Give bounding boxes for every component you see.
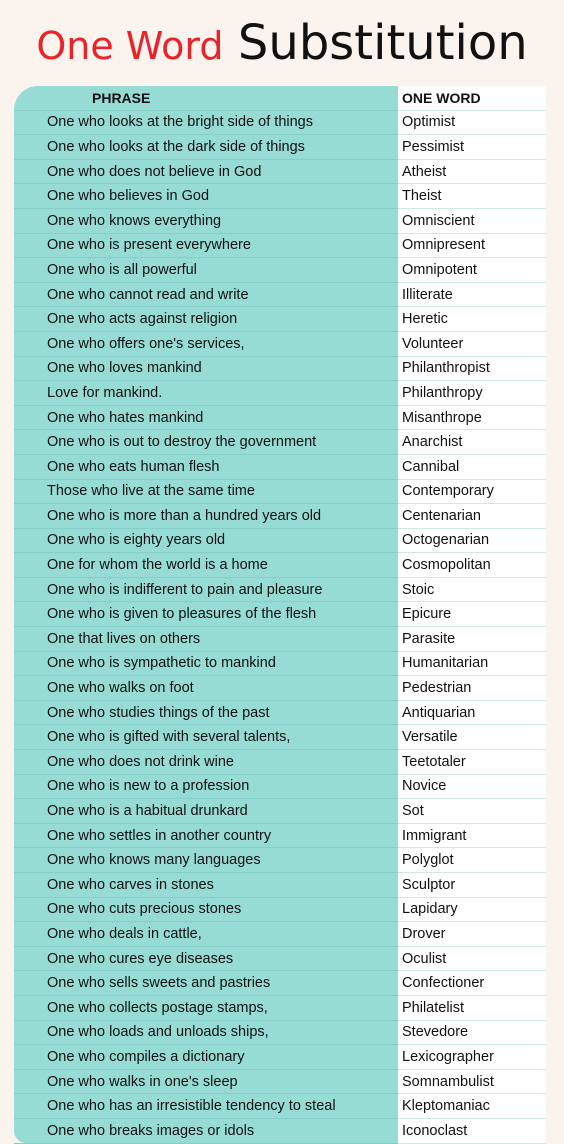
one-word-cell: Kleptomaniac bbox=[398, 1094, 546, 1119]
one-word-cell: Confectioner bbox=[398, 971, 546, 996]
table-row bbox=[14, 946, 546, 971]
one-word-cell: Epicure bbox=[398, 602, 546, 627]
table-row bbox=[14, 331, 546, 356]
phrase-cell: One who hates mankind bbox=[14, 405, 398, 430]
phrase-cell: Love for mankind. bbox=[14, 381, 398, 406]
page-title bbox=[0, 12, 564, 74]
one-word-cell: Somnambulist bbox=[398, 1069, 546, 1094]
one-word-cell: Omnipresent bbox=[398, 233, 546, 258]
one-word-cell: Drover bbox=[398, 922, 546, 947]
one-word-cell: Misanthrope bbox=[398, 405, 546, 430]
phrase-column-header: PHRASE bbox=[14, 86, 398, 110]
one-word-cell: Anarchist bbox=[398, 430, 546, 455]
table-row bbox=[14, 577, 546, 602]
table-row bbox=[14, 1069, 546, 1094]
phrase-cell: One who has an irresistible tendency to steal bbox=[14, 1094, 398, 1119]
table-row bbox=[14, 356, 546, 381]
one-word-cell: Pessimist bbox=[398, 135, 546, 160]
table-row bbox=[14, 873, 546, 898]
phrase-cell: One who knows everything bbox=[14, 208, 398, 233]
one-word-cell: Polyglot bbox=[398, 848, 546, 873]
title-part-2: Substitution bbox=[237, 15, 528, 71]
phrase-cell: One who breaks images or idols bbox=[14, 1118, 398, 1143]
phrase-cell: One who is indifferent to pain and pleasure bbox=[14, 577, 398, 602]
phrase-cell: One who is present everywhere bbox=[14, 233, 398, 258]
table-row bbox=[14, 553, 546, 578]
phrase-cell: One who knows many languages bbox=[14, 848, 398, 873]
phrase-cell: One who is more than a hundred years old bbox=[14, 504, 398, 529]
phrase-cell: One that lives on others bbox=[14, 627, 398, 652]
one-word-cell: Illiterate bbox=[398, 282, 546, 307]
table-row bbox=[14, 848, 546, 873]
one-word-cell: Stevedore bbox=[398, 1020, 546, 1045]
one-word-cell: Omniscient bbox=[398, 208, 546, 233]
one-word-cell: Centenarian bbox=[398, 504, 546, 529]
phrase-cell: One who acts against religion bbox=[14, 307, 398, 332]
table-row bbox=[14, 774, 546, 799]
phrase-cell: One who is out to destroy the government bbox=[14, 430, 398, 455]
table-row bbox=[14, 159, 546, 184]
phrase-cell: One who compiles a dictionary bbox=[14, 1045, 398, 1070]
phrase-cell: One who is given to pleasures of the flesh bbox=[14, 602, 398, 627]
phrase-cell: One who offers one's services, bbox=[14, 331, 398, 356]
phrase-cell: One who sells sweets and pastries bbox=[14, 971, 398, 996]
one-word-cell: Theist bbox=[398, 184, 546, 209]
substitution-table-container bbox=[14, 86, 546, 1144]
table-row bbox=[14, 971, 546, 996]
one-word-cell: Optimist bbox=[398, 110, 546, 135]
table-row bbox=[14, 430, 546, 455]
phrase-cell: One who does not drink wine bbox=[14, 750, 398, 775]
one-word-cell: Philanthropy bbox=[398, 381, 546, 406]
table-row bbox=[14, 1045, 546, 1070]
one-word-cell: Immigrant bbox=[398, 823, 546, 848]
title-part-1: One Word bbox=[36, 24, 224, 68]
one-word-cell: Iconoclast bbox=[398, 1118, 546, 1143]
phrase-cell: One who looks at the dark side of things bbox=[14, 135, 398, 160]
one-word-cell: Teetotaler bbox=[398, 750, 546, 775]
one-word-cell: Heretic bbox=[398, 307, 546, 332]
table-row bbox=[14, 1118, 546, 1143]
one-word-cell: Lexicographer bbox=[398, 1045, 546, 1070]
phrase-cell: One who cures eye diseases bbox=[14, 946, 398, 971]
one-word-cell: Omnipotent bbox=[398, 258, 546, 283]
phrase-cell: One who believes in God bbox=[14, 184, 398, 209]
phrase-cell: One who cuts precious stones bbox=[14, 897, 398, 922]
phrase-cell: One for whom the world is a home bbox=[14, 553, 398, 578]
table-row bbox=[14, 504, 546, 529]
table-row bbox=[14, 922, 546, 947]
table-row bbox=[14, 110, 546, 135]
table-row bbox=[14, 208, 546, 233]
one-word-cell: Novice bbox=[398, 774, 546, 799]
phrase-cell: One who settles in another country bbox=[14, 823, 398, 848]
phrase-cell: Those who live at the same time bbox=[14, 479, 398, 504]
table-row bbox=[14, 995, 546, 1020]
table-row bbox=[14, 405, 546, 430]
table-body bbox=[14, 110, 546, 1143]
one-word-cell: Atheist bbox=[398, 159, 546, 184]
table-header-row bbox=[14, 86, 546, 110]
table-row bbox=[14, 307, 546, 332]
phrase-cell: One who looks at the bright side of things bbox=[14, 110, 398, 135]
table-row bbox=[14, 479, 546, 504]
one-word-cell: Sculptor bbox=[398, 873, 546, 898]
phrase-cell: One who walks in one's sleep bbox=[14, 1069, 398, 1094]
table-row bbox=[14, 528, 546, 553]
phrase-cell: One who is sympathetic to mankind bbox=[14, 651, 398, 676]
word-column-header: ONE WORD bbox=[398, 86, 546, 110]
one-word-cell: Antiquarian bbox=[398, 700, 546, 725]
table-row bbox=[14, 750, 546, 775]
table-row bbox=[14, 233, 546, 258]
one-word-cell: Volunteer bbox=[398, 331, 546, 356]
phrase-cell: One who collects postage stamps, bbox=[14, 995, 398, 1020]
substitution-table bbox=[14, 86, 546, 1144]
phrase-cell: One who is gifted with several talents, bbox=[14, 725, 398, 750]
one-word-cell: Octogenarian bbox=[398, 528, 546, 553]
phrase-cell: One who loads and unloads ships, bbox=[14, 1020, 398, 1045]
one-word-cell: Philanthropist bbox=[398, 356, 546, 381]
one-word-cell: Stoic bbox=[398, 577, 546, 602]
table-row bbox=[14, 602, 546, 627]
table-row bbox=[14, 258, 546, 283]
phrase-cell: One who loves mankind bbox=[14, 356, 398, 381]
one-word-cell: Cosmopolitan bbox=[398, 553, 546, 578]
phrase-cell: One who cannot read and write bbox=[14, 282, 398, 307]
phrase-cell: One who studies things of the past bbox=[14, 700, 398, 725]
one-word-cell: Lapidary bbox=[398, 897, 546, 922]
table-row bbox=[14, 381, 546, 406]
table-row bbox=[14, 627, 546, 652]
one-word-cell: Pedestrian bbox=[398, 676, 546, 701]
phrase-cell: One who is eighty years old bbox=[14, 528, 398, 553]
phrase-cell: One who is a habitual drunkard bbox=[14, 799, 398, 824]
one-word-cell: Oculist bbox=[398, 946, 546, 971]
table-row bbox=[14, 651, 546, 676]
one-word-cell: Sot bbox=[398, 799, 546, 824]
one-word-cell: Contemporary bbox=[398, 479, 546, 504]
table-row bbox=[14, 897, 546, 922]
one-word-cell: Parasite bbox=[398, 627, 546, 652]
phrase-cell: One who is all powerful bbox=[14, 258, 398, 283]
table-row bbox=[14, 184, 546, 209]
one-word-cell: Cannibal bbox=[398, 454, 546, 479]
table-row bbox=[14, 700, 546, 725]
table-row bbox=[14, 676, 546, 701]
phrase-cell: One who walks on foot bbox=[14, 676, 398, 701]
phrase-cell: One who is new to a profession bbox=[14, 774, 398, 799]
phrase-cell: One who deals in cattle, bbox=[14, 922, 398, 947]
table-row bbox=[14, 454, 546, 479]
table-row bbox=[14, 1020, 546, 1045]
table-row bbox=[14, 725, 546, 750]
phrase-cell: One who eats human flesh bbox=[14, 454, 398, 479]
phrase-cell: One who carves in stones bbox=[14, 873, 398, 898]
table-row bbox=[14, 1094, 546, 1119]
table-row bbox=[14, 135, 546, 160]
table-row bbox=[14, 823, 546, 848]
one-word-cell: Humanitarian bbox=[398, 651, 546, 676]
table-row bbox=[14, 282, 546, 307]
one-word-cell: Philatelist bbox=[398, 995, 546, 1020]
table-row bbox=[14, 799, 546, 824]
one-word-cell: Versatile bbox=[398, 725, 546, 750]
phrase-cell: One who does not believe in God bbox=[14, 159, 398, 184]
